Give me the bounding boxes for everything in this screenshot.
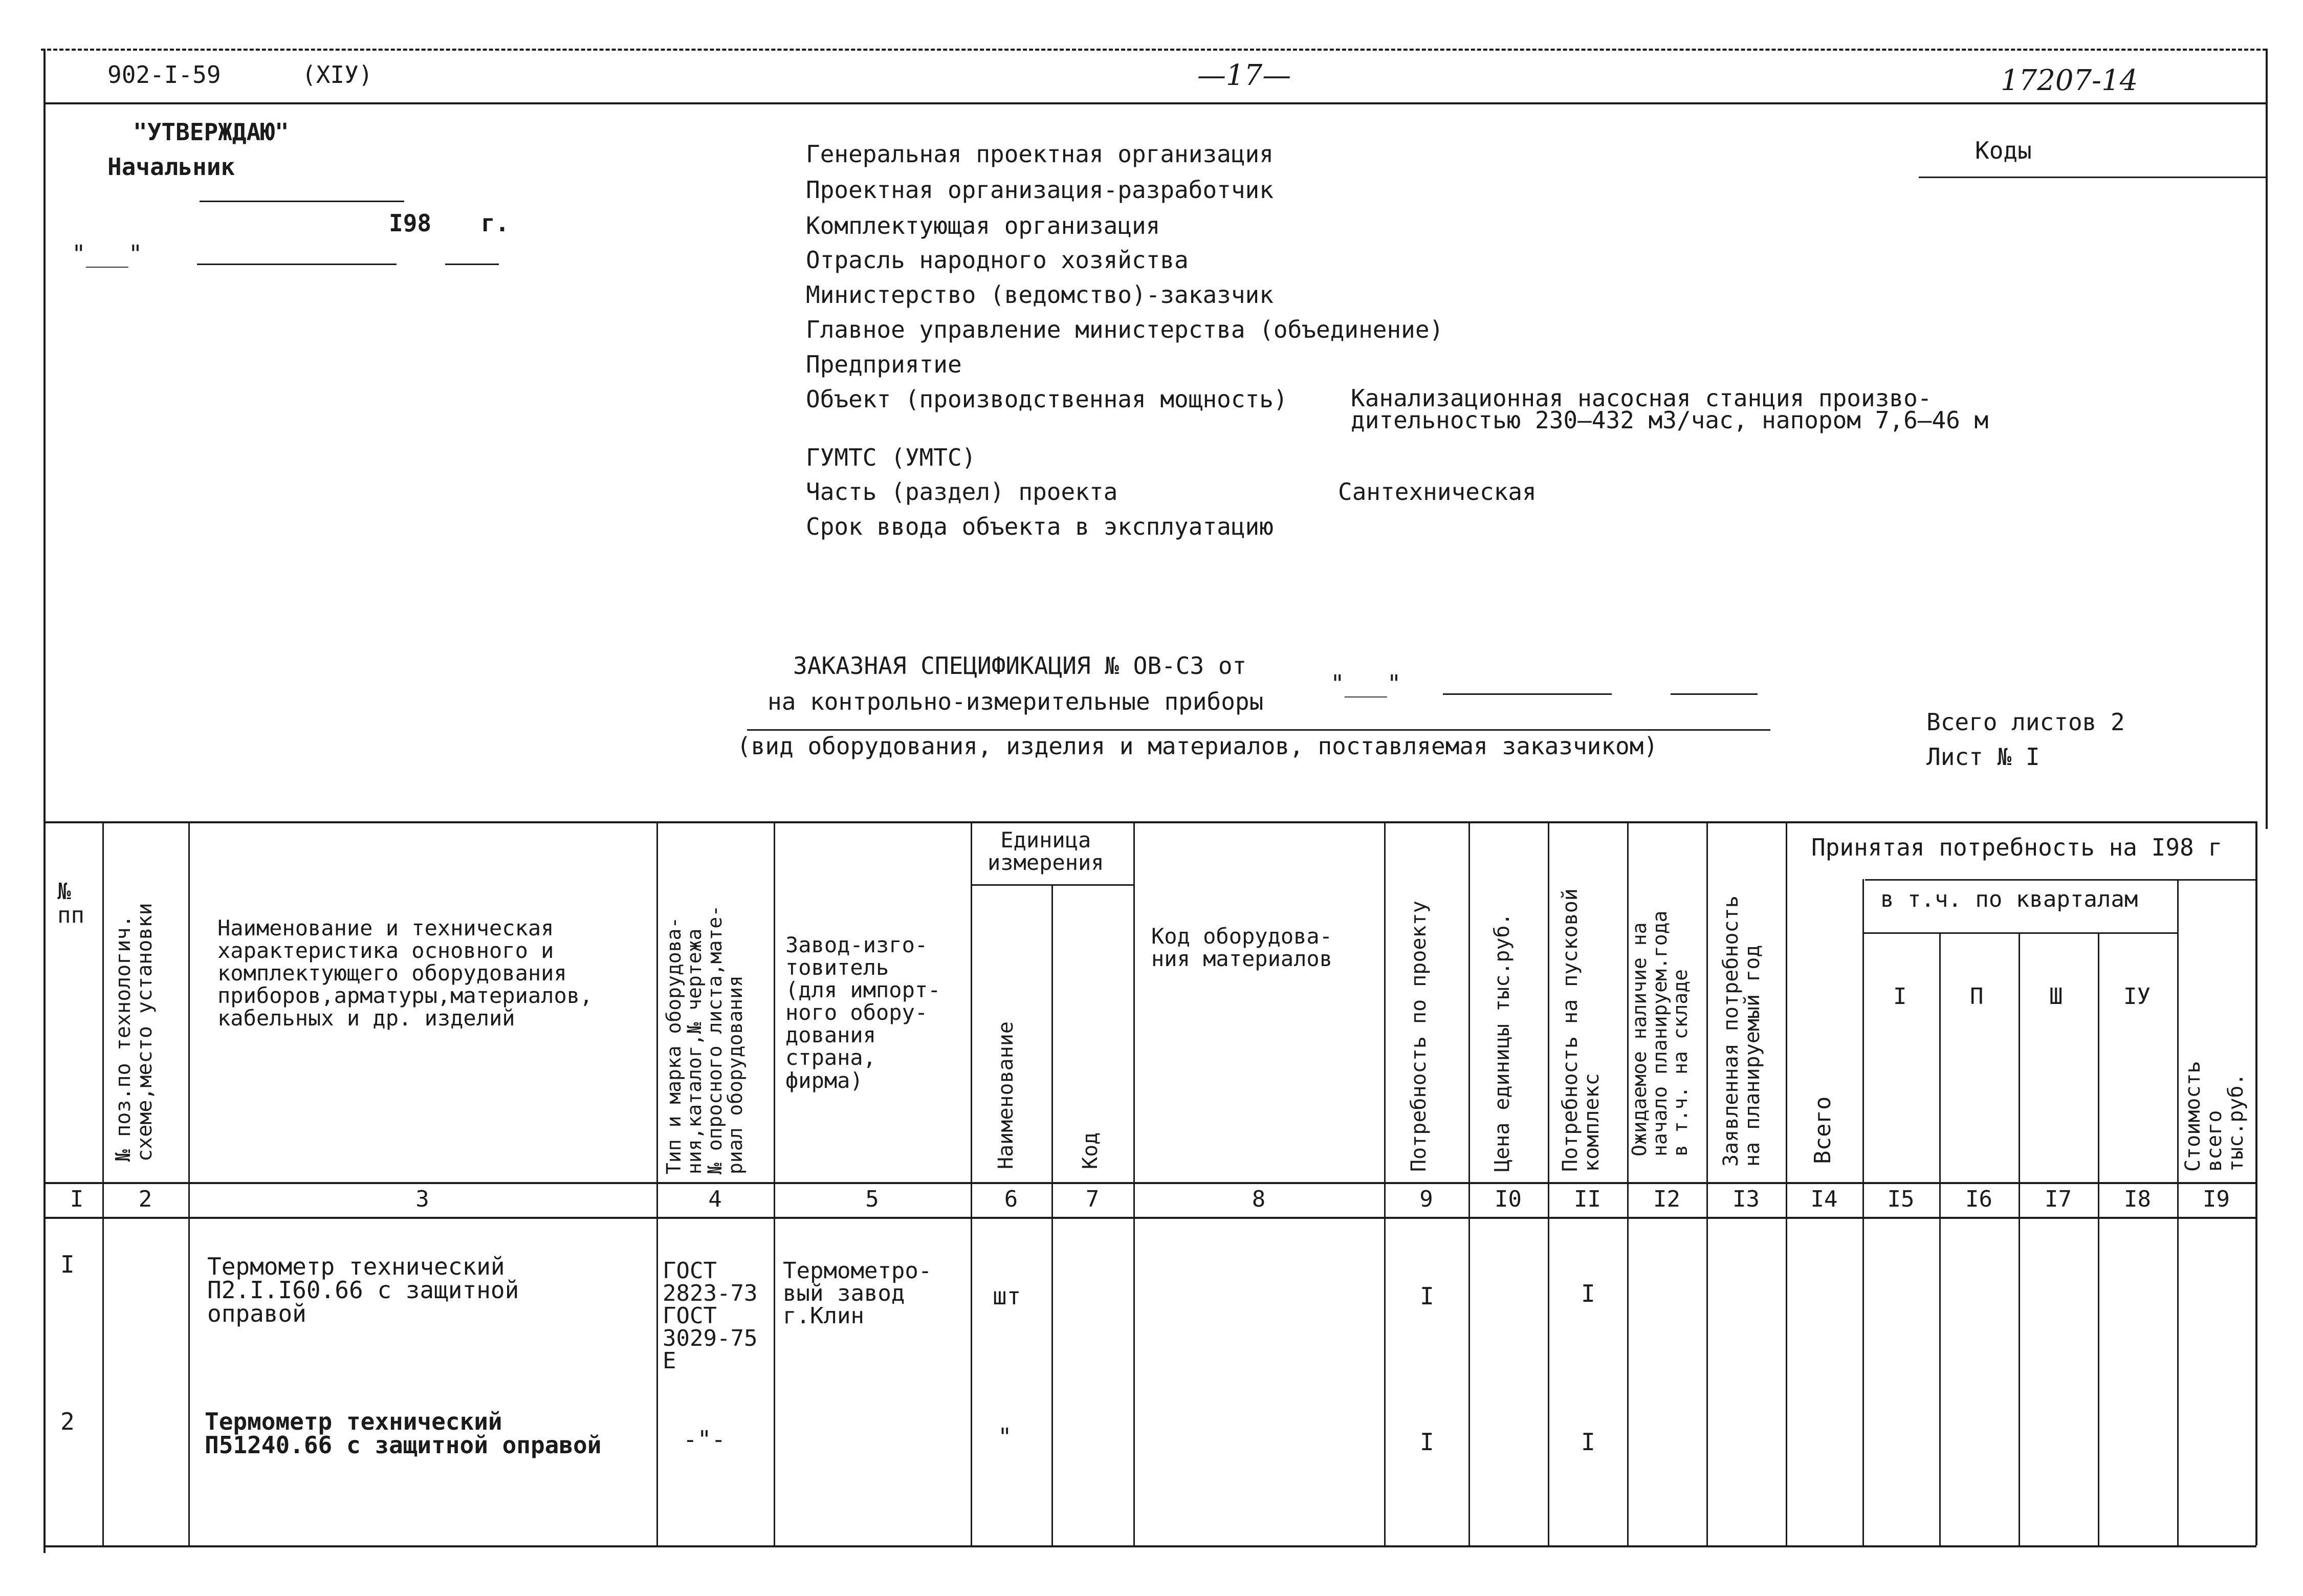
header-unit-group: Единица измерения [988,827,1104,876]
row-2-need: I [1420,1428,1434,1456]
approval-stamp: "УТВЕРЖДАЮ" [133,118,289,146]
org-industry: Отрасль народного хозяйства [806,246,1189,274]
org-object-label: Объект (производственная мощность) [806,385,1288,413]
org-gumts: ГУМТС (УМТС) [806,444,976,471]
colnum: I9 [2203,1186,2230,1212]
codes-line [1919,177,2267,178]
header-col-11: Потребность на пусковой комплекс [1559,888,1604,1172]
sheets-total: Всего листов 2 [1926,708,2125,736]
col-line [1939,932,1941,1545]
spec-date-quotes: "___" [1330,670,1401,697]
org-directorate: Главное управление министерства (объединение) [806,316,1444,343]
row-1-name: Термометр технический П2.I.I60.66 с защитной оправой [207,1253,519,1327]
colnum: I7 [2045,1186,2072,1212]
col-line [2098,932,2099,1545]
header-col-1: № пп [57,879,84,929]
header-col-5: Завод-изго- товитель (для импорт- ного обору- дования страна, фирма) [785,932,941,1093]
approval-date-line [197,264,397,265]
colnum: I3 [1732,1186,1760,1212]
header-col-15: I [1893,983,1907,1010]
spec-kind: (вид оборудования, изделия и материалов, поставляемая заказчиком) [737,732,1658,760]
colnum: I2 [1653,1186,1680,1212]
sheet-number: Лист № I [1926,743,2040,771]
org-object-value-2: дительностью 230–432 м3/час, напором 7,6–46 м [1351,406,1989,434]
table-colnum-bottom [43,1217,2256,1219]
approval-year-line [445,264,499,265]
org-general: Генеральная проектная организация [806,140,1274,168]
col-line [656,821,658,1545]
org-completing: Комплектующая организация [806,212,1160,239]
header-col-16: П [1970,983,1984,1010]
header-col-19: Стоимость всего тыс.руб. [2181,1061,2248,1172]
row-2-type: -"- [683,1426,726,1453]
table-right [2255,821,2257,1545]
col-line [1548,821,1549,1545]
col-line [1468,821,1470,1545]
col-line [2177,879,2179,1545]
col-line [1786,821,1787,1545]
col-line [1133,821,1135,1545]
spec-title: ЗАКАЗНАЯ СПЕЦИФИКАЦИЯ № ОВ-СЗ от [793,652,1247,680]
table-header-bottom [43,1182,2256,1184]
colnum: I0 [1495,1186,1522,1212]
header-col-14: Всего [1810,1096,1836,1164]
frame-right [2266,49,2268,829]
approval-year-suffix: г. [481,209,510,237]
col-line [1706,821,1708,1545]
header-col-9: Потребность по проекту [1407,901,1431,1172]
spec-date-line [1443,693,1612,695]
top-dashed-line [41,49,2267,51]
spec-subject: на контрольно-измерительные приборы [767,688,1264,715]
table-top [43,821,2256,823]
col-line [1384,821,1386,1545]
row-2-launch: I [1581,1428,1595,1456]
org-ministry: Министерство (ведомство)-заказчик [806,281,1274,309]
col-line [188,821,190,1545]
header-col-17: Ш [2049,983,2063,1010]
inventory-number: 17207-14 [2001,64,2138,97]
spec-subject-line [747,729,1770,731]
colnum: 9 [1419,1186,1433,1212]
table-bottom [43,1545,2256,1547]
codes-label: Коды [1975,137,2032,164]
colnum: 7 [1085,1186,1100,1212]
colnum: I4 [1810,1186,1838,1212]
header-rule [43,102,2267,104]
col-line [2019,932,2020,1545]
row-2-name: Термометр технический П51240.66 с защитной оправой [205,1408,602,1459]
frame-left [43,49,46,1553]
header-col-18: IУ [2123,983,2151,1010]
org-deadline: Срок ввода объекта в эксплуатацию [806,513,1274,540]
colnum: I6 [1965,1186,1992,1212]
row-1-need: I [1420,1282,1434,1310]
header-col-10: Цена единицы тыс.руб. [1490,913,1514,1172]
col-line [1862,879,1864,1545]
row-1-unit: шт [993,1282,1021,1310]
spec-year-line [1671,693,1758,695]
org-enterprise: Предприятие [806,351,962,378]
row-2-unit: " [998,1423,1012,1451]
org-part-label: Часть (раздел) проекта [806,478,1118,506]
header-col-2: № поз.по технологич. схеме,место установки [112,903,157,1162]
approval-year: I98 [389,209,432,237]
col-line [774,821,775,1545]
approval-date-quotes: "___" [72,240,143,268]
header-col-4: Тип и марка оборудова- ния,каталог,№ чертежа № опросного листа,мате- риал оборудования [663,905,747,1174]
colnum: I5 [1887,1186,1915,1212]
signature-line [200,201,404,202]
accepted-group-line [1865,879,2255,881]
colnum: 5 [865,1186,879,1212]
header-col-7: Код [1079,1132,1102,1169]
row-1-type: ГОСТ 2823-73 ГОСТ 3029-75 Е [663,1258,758,1374]
colnum: I [70,1186,84,1212]
colnum: 8 [1252,1186,1266,1212]
row-1-num: I [60,1251,75,1278]
header-col-6: Наименование [994,1021,1018,1169]
album-code: (XIУ) [302,61,373,89]
org-developer: Проектная организация-разработчик [806,176,1274,204]
colnum: 3 [415,1186,429,1212]
org-part-value: Сантехническая [1338,478,1537,506]
row-1-launch: I [1581,1280,1595,1307]
colnum: I8 [2124,1186,2151,1212]
header-quarters-group: в т.ч. по кварталам [1880,886,2138,912]
header-col-3: Наименование и техническая характеристика основного и комплектующего оборудования приборов,арматуры,материалов, кабельных и др. изделий [217,915,593,1031]
colnum: II [1574,1186,1601,1212]
header-col-8: Код оборудова- ния материалов [1151,924,1333,972]
col-line [1051,884,1053,1545]
row-1-maker: Термометро- вый завод г.Клин [783,1258,932,1329]
row-2-num: 2 [60,1408,75,1435]
colnum: 6 [1004,1186,1018,1212]
series-code: 902-I-59 [107,61,221,89]
org-object-value-1: Канализационная насосная станция произво- [1351,384,1932,412]
colnum: 2 [138,1186,152,1212]
approval-position: Начальник [107,153,235,181]
colnum: 4 [708,1186,722,1212]
header-accepted-group: Принятая потребность на I98 г [1811,834,2223,861]
header-col-13: Заявленная потребность на планируемый год [1719,895,1764,1167]
col-line [971,821,972,1545]
col-line [102,821,104,1545]
page-number: —17— [1197,59,1291,92]
header-col-12: Ожидаемое наличие на начало планируем.года в т.ч. на складе [1628,910,1692,1156]
